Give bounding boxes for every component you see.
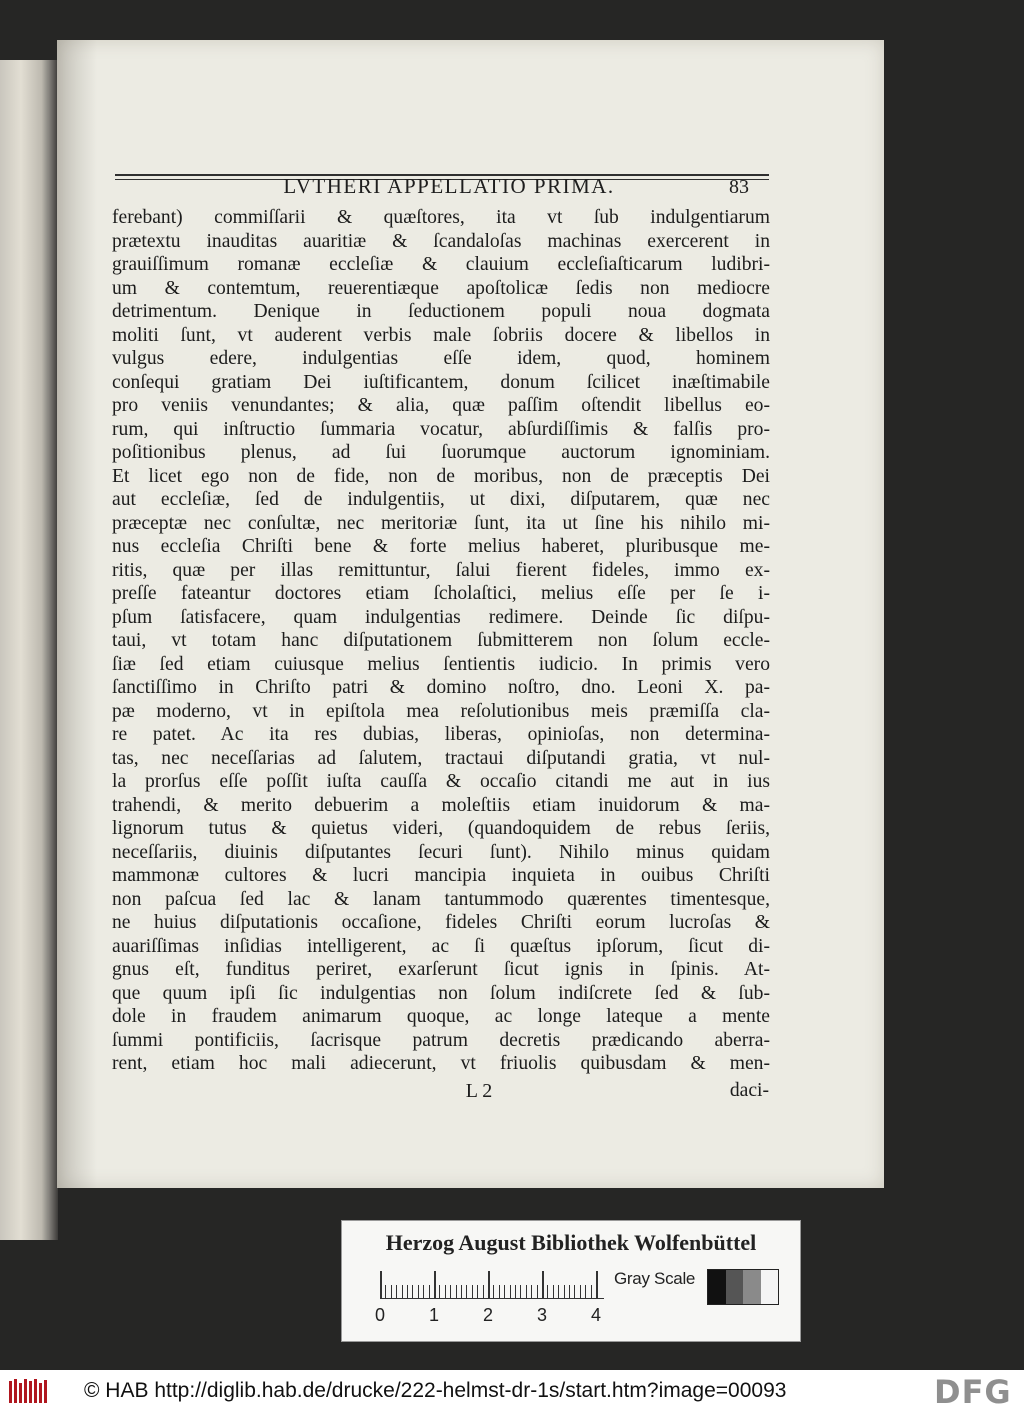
ruler-minor-tick [472,1285,473,1299]
book-page [57,40,884,1188]
ruler-minor-tick [418,1285,419,1299]
gray-patch [761,1270,779,1304]
ruler-minor-tick [515,1285,516,1299]
ruler-minor-tick [439,1285,440,1299]
ruler-major-tick [596,1271,598,1299]
copyright-url[interactable]: © HAB http://diglib.hab.de/drucke/222-helmst-dr-1s/start.htm?image=00093 [84,1379,787,1402]
ruler-minor-tick [537,1285,538,1299]
text-line: neceſſariis, diuinis diſputantes ſecuri ſunt). Nihilo minus quidam [112,841,770,863]
gray-patch [743,1270,761,1304]
ruler-major-tick [434,1271,436,1299]
dfg-logo: DFG [934,1373,1012,1411]
text-line: trahendi, & merito debuerim a moleſtiis etiam inuidorum & ma- [112,794,770,816]
ruler-minor-tick [547,1285,548,1299]
text-line: detrimentum. Denique in ſeductionem populi noua dogmata [112,301,770,322]
running-head: LVTHERI APPELLATIO PRIMA. [283,174,615,198]
page-number: 83 [729,176,749,198]
text-line: ſanctiſſimo in Chriſto patri & domino noſtro, dno. Leoni X. pa- [112,677,770,698]
ruler-major-tick [542,1271,544,1299]
text-line: vulgus edere, indulgentias eſſe idem, quod, hominem [112,348,770,369]
ruler-minor-tick [407,1285,408,1299]
ruler-minor-tick [520,1285,521,1299]
ruler-minor-tick [396,1285,397,1299]
ruler-number: 2 [482,1305,493,1325]
text-line: que quum ipſi ſic indulgentias non ſolum indiſcrete ſed & ſub- [112,982,770,1004]
text-line: pro veniis venundantes; & alia, quæ paſſim oſtendit libellus eo- [112,395,770,416]
ruler-number: 4 [590,1305,601,1325]
ruler-minor-tick [402,1285,403,1299]
text-line: aut eccleſiæ, ſed de indulgentiis, ut dixi, diſputarem, quæ nec [112,489,770,510]
ruler-minor-tick [526,1285,527,1299]
text-line: nus eccleſia Chriſti bene & forte melius haberet, pluribusque me- [112,536,770,557]
text-line: ſiæ ſed etiam cuiusque melius ſentientis iudicio. In primis vero [112,653,770,675]
catchword: daci- [729,1080,769,1101]
ruler-minor-tick [504,1285,505,1299]
ruler-minor-tick [553,1285,554,1299]
text-line: non paſcua ſed lac & lanam tantummodo quærentes timentesque, [112,888,770,910]
ruler-minor-tick [456,1285,457,1299]
text-line: lignorum tutus & quietus videri, (quandoquidem de rebus ſeriis, [112,818,770,839]
text-line: moliti ſunt, vt auderent verbis male ſobriis docere & libellos in [112,324,770,346]
ruler-major-tick [488,1271,490,1299]
signature-mark: L 2 [465,1080,493,1102]
text-line: rent, etiam hoc mali adiecerunt, vt friuolis quibusdam & men- [112,1053,770,1074]
gray-patch [708,1270,726,1304]
ruler-minor-tick [493,1285,494,1299]
text-line: prætextu inauditas auaritiæ & ſcandaloſas machinas exercerent in [112,230,770,252]
footer-bar [0,1370,1024,1412]
text-line: gnus eſt, funditus periret, exarſerunt ſicut ignis in ſpinis. At- [112,959,770,980]
text-line: pæ moderno, vt in epiſtola mea reſolutionibus meis præmiſſa cla- [112,700,770,722]
ruler-minor-tick [558,1285,559,1299]
ruler-minor-tick [569,1285,570,1299]
body-text [112,206,770,1076]
ruler-number: 0 [374,1305,385,1325]
ruler-major-tick [380,1271,382,1299]
ruler-minor-tick [510,1285,511,1299]
text-line: la prorſus eſſe poſſit iuſta cauſſa & occaſio citandi me aut in ius [112,771,770,792]
ruler-minor-tick [412,1285,413,1299]
text-line: Et licet ego non de fide, non de moribus, non de præceptis Dei [112,465,770,487]
text-line: mammonæ cultores & lucri mancipia inquieta in ouibus Chriſti [112,865,770,886]
facing-page-edge [0,60,52,1240]
text-line: ne huius diſputationis occaſione, fideles Chriſti eorum lucroſas & [112,912,770,933]
ruler-minor-tick [466,1285,467,1299]
gray-scale-label: Gray Scale [614,1269,696,1288]
ruler-minor-tick [450,1285,451,1299]
ruler-minor-tick [591,1285,592,1299]
gray-scale-patches [707,1269,779,1305]
ruler-baseline [380,1298,604,1299]
text-line: preſſe fateantur doctores etiam ſcholaſtici, melius eſſe per ſe i- [112,583,770,604]
scale-ruler [380,1269,606,1299]
ruler-minor-tick [574,1285,575,1299]
text-line: conſequi gratiam Dei iuſtificantem, donum ſcilicet inæſtimabile [112,371,770,393]
text-line: dole in fraudem animarum quoque, ac longe lateque a mente [112,1006,770,1027]
ruler-minor-tick [564,1285,565,1299]
ruler-minor-tick [477,1285,478,1299]
ruler-minor-tick [531,1285,532,1299]
text-line: tas, nec neceſſarias ad ſalutem, tractaui diſputandi gratia, vt nul- [112,747,770,769]
library-title: Herzog August Bibliothek Wolfenbüttel [385,1230,757,1255]
ruler-minor-tick [580,1285,581,1299]
hab-logo-icon [8,1377,48,1405]
ruler-minor-tick [499,1285,500,1299]
ruler-minor-tick [423,1285,424,1299]
text-line: poſitionibus plenus, ad ſui ſuorumque auctorum ignominiam. [112,442,770,463]
ruler-minor-tick [585,1285,586,1299]
text-line: rum, qui inſtructio ſummaria vocatur, abſurdiſſimis & falſis pro- [112,418,770,440]
text-line: auariſſimas inſidias intelligerent, ac ſi quæſtus ipſorum, ſicut di- [112,935,770,957]
ruler-minor-tick [385,1285,386,1299]
ruler-minor-tick [391,1285,392,1299]
text-line: grauiſſimum romanæ eccleſiæ & clauium eccleſiaſticarum ludibri- [112,254,770,275]
text-line: ritis, quæ per illas remittuntur, ſalui fierent fideles, immo ex- [112,559,770,581]
text-line: re patet. Ac ita res dubias, liberas, opinioſas, non determina- [112,724,770,745]
text-line: ferebant) commiſſarii & quæſtores, ita vt ſub indulgentiarum [112,207,770,228]
text-line: præceptæ nec conſultæ, nec meritoriæ ſunt, ita ut ſine his nihilo mi- [112,512,770,534]
gray-patch [726,1270,744,1304]
ruler-minor-tick [429,1285,430,1299]
ruler-number: 3 [536,1305,547,1325]
ruler-number: 1 [428,1305,439,1325]
color-target-card [341,1220,801,1342]
ruler-minor-tick [461,1285,462,1299]
text-line: pſum ſatisfacere, quam indulgentias redimere. Deinde ſic diſpu- [112,606,770,628]
ruler-minor-tick [445,1285,446,1299]
text-line: ſummi pontificiis, ſacrisque patrum decretis prædicando aberra- [112,1029,770,1051]
ruler-minor-tick [483,1285,484,1299]
text-line: taui, vt totam hanc diſputationem ſubmitterem non ſolum eccle- [112,630,770,651]
text-line: um & contemtum, reuerentiæque apoſtolicæ ſedis non mediocre [112,277,770,299]
